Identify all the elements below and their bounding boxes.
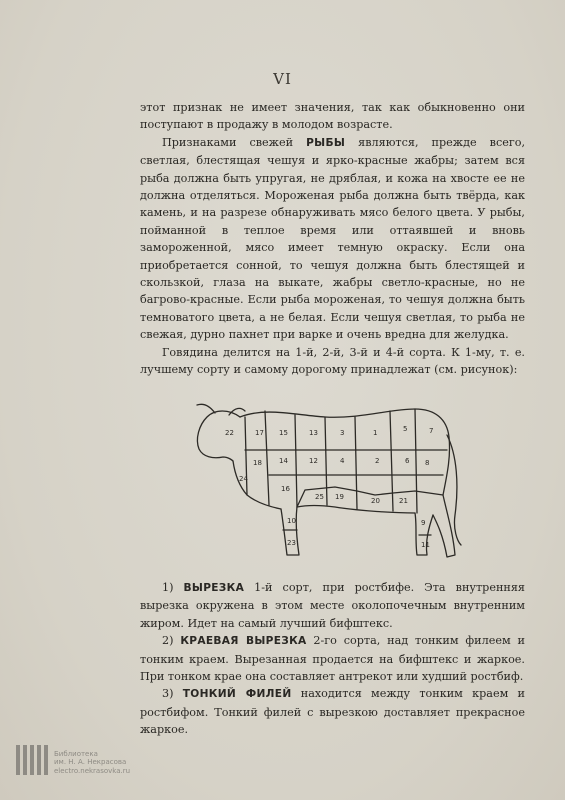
paragraph-text: 1-й сорт, при ростбифе. Эта внутренняя вырезка окружена в этом месте околопочечным внутренним жиром. Идет на самый лучший бифштекс. <box>140 581 525 630</box>
paragraph-text: Говядина делится на 1-й, 2-й, 3-й и 4-й сорта. К 1-му, т. е. лучшему сорту и самому дорогому принадлежат (см. рисунок): <box>140 345 525 377</box>
cut-label: 2 <box>375 457 380 465</box>
cut-label: 9 <box>421 519 426 527</box>
top-text-block <box>140 99 525 379</box>
heading-vyrezka: ВЫРЕЗКА <box>183 582 245 594</box>
cut-label: 17 <box>255 429 264 437</box>
paragraph-cut-1 <box>140 579 525 632</box>
library-line-1: Библиотека <box>54 749 98 758</box>
cut-label: 15 <box>279 429 288 437</box>
cut-label: 23 <box>287 539 296 547</box>
paragraph-continuation <box>140 99 525 134</box>
library-line-2: им. Н. А. Некрасова <box>54 758 127 766</box>
cut-label: 13 <box>309 429 318 437</box>
page-number: VI <box>273 70 292 88</box>
cut-label: 21 <box>399 497 408 505</box>
heading-kraevaya-vyrezka: КРАЕВАЯ ВЫРЕЗКА <box>180 635 307 648</box>
cut-label: 19 <box>335 493 344 501</box>
paragraph-beef <box>140 344 525 379</box>
cut-label: 14 <box>279 457 288 465</box>
library-watermark <box>16 745 130 775</box>
item-number: 2) <box>162 634 181 648</box>
paragraph-text: находится между тонким краем и ростбифом. Тонкий филей с вырезкою доставляет прекрасное жаркое. <box>140 687 525 737</box>
cow-belly <box>297 506 415 514</box>
paragraph-cut-3 <box>140 685 525 738</box>
heading-tonkiy-filey: ТОНКИЙ ФИЛЕЙ <box>182 688 292 701</box>
library-name <box>54 750 130 776</box>
item-number: 3) <box>162 687 183 701</box>
paragraph-text: являются, прежде всего, светлая, блестящая чешуя и ярко-красные жабры; затем вся рыба должна быть упругая, не дряблая, и кожа на хвосте ее не должна отделяться. Мороженая рыба должна быть твёрда, как камень, и на разрезе обнаруживать мясо белого цвета. У рыбы, пойманной в теплое время или оттаявшей и вновь замороженной, мясо имеет темную окраску. Если она приобретается сонной, то чешуя должна быть блестящей и скользкой, глаза на выкате, жабры светло-красные, но не багрово-красные. Если рыба мороженая, то чешуя должна быть темноватого цвета, а не белая. Если чешуя светлая, то рыба не свежая, дурно пахнет при варке и очень вредна для желудка. <box>140 135 525 342</box>
cut-label: 11 <box>421 541 430 549</box>
library-url: electro.nekrasovka.ru <box>54 766 131 775</box>
cut-label: 18 <box>253 459 262 467</box>
cut-label: 1 <box>373 429 378 437</box>
cut-label: 5 <box>403 425 408 433</box>
cow-ear <box>229 408 245 415</box>
cut-label: 10 <box>287 517 296 525</box>
library-logo-icon <box>16 745 48 775</box>
cut-label: 6 <box>405 457 410 465</box>
cow-front-leg <box>281 507 299 555</box>
cut-label: 24 <box>239 475 248 483</box>
paragraph-cut-2 <box>140 632 525 685</box>
paragraph-text: этот признак не имеет значения, так как обыкновенно они поступают в продажу в молодом возрасте. <box>140 101 525 132</box>
cut-label: 22 <box>225 429 234 437</box>
paragraph-fish <box>140 134 525 344</box>
cut-label: 16 <box>281 485 290 493</box>
beef-cuts-diagram <box>185 395 465 565</box>
cut-label: 3 <box>340 429 345 437</box>
cow-chest <box>233 461 281 509</box>
paragraph-text: 2-го сорта, над тонким филеем и тонким краем. Вырезанная продается на бифштекс и жаркое. При тонком крае она составляет антрекот или худший ростбиф. <box>140 634 525 684</box>
cut-label: 12 <box>309 457 318 465</box>
cut-label: 20 <box>371 497 380 505</box>
cut-label: 4 <box>340 457 345 465</box>
bottom-text-block <box>140 579 525 739</box>
cut-label: 25 <box>315 493 324 501</box>
paragraph-lead: Признаками свежей <box>162 135 307 149</box>
cow-horn <box>197 404 215 413</box>
heading-fish: РЫБЫ <box>306 136 346 149</box>
cut-label: 7 <box>429 427 434 435</box>
item-number: 1) <box>162 581 184 594</box>
cut-label: 8 <box>425 459 430 467</box>
